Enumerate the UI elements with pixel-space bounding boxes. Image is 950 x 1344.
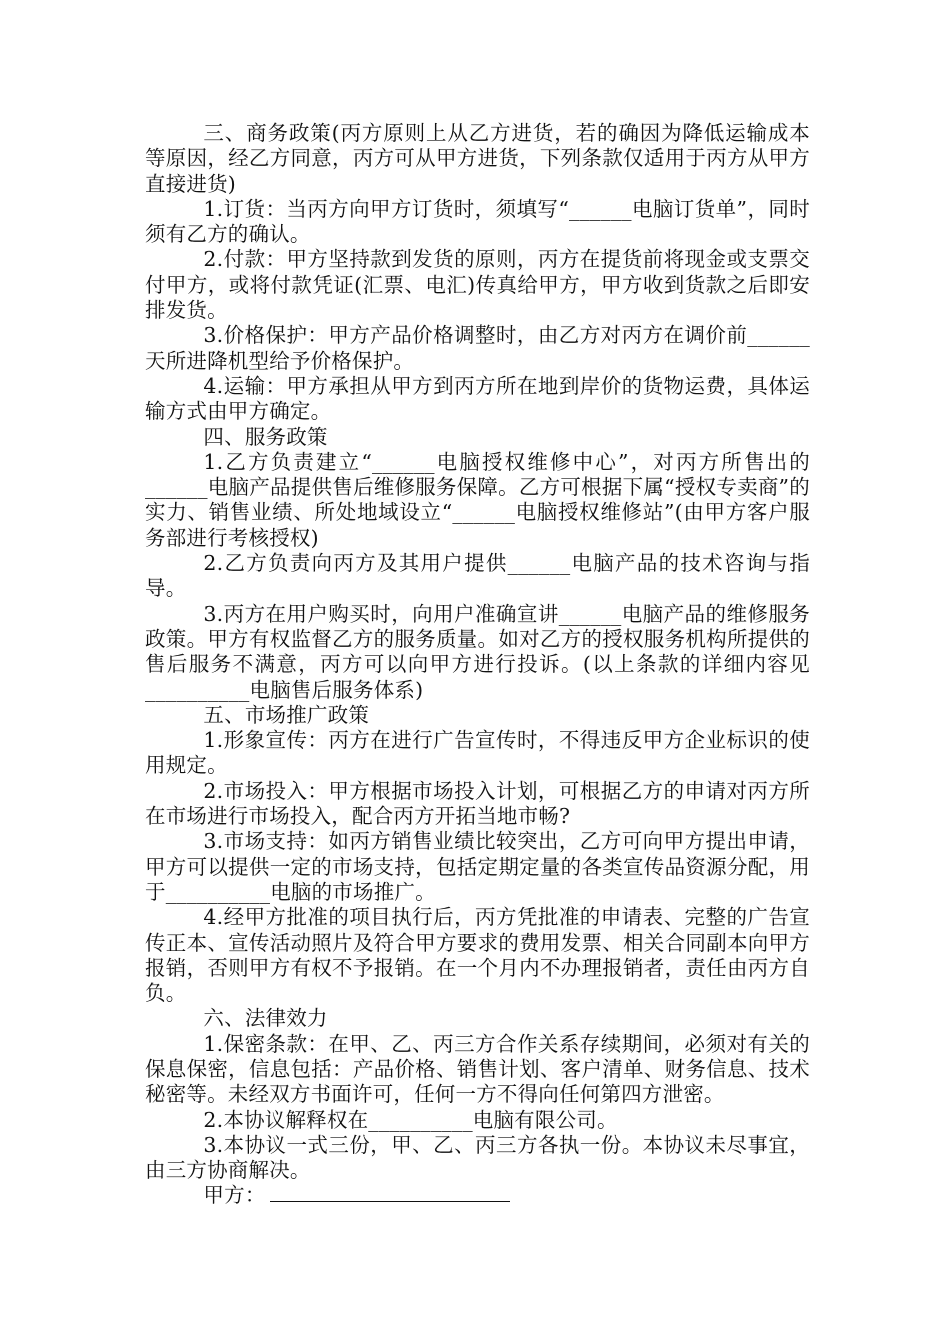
- clause-market-investment: 2.市场投入：甲方根据市场投入计划，可根据乙方的申请对丙方所在市场进行市场投入，配合丙方开拓当地市畅?: [145, 778, 810, 829]
- clause-price-protection: 3.价格保护：甲方产品价格调整时，由乙方对丙方在调价前______天所进降机型给予价格保护。: [145, 323, 810, 373]
- signature-row: [145, 1183, 810, 1208]
- clause-image-promotion: 1.形象宣传：丙方在进行广告宣传时，不得违反甲方企业标识的使用规定。: [145, 728, 810, 778]
- signature-line: [270, 1183, 510, 1202]
- signature-label-party-a: 甲方：: [203, 1183, 266, 1208]
- clause-market-support: 3.市场支持：如丙方销售业绩比较突出，乙方可向甲方提出申请，甲方可以提供一定的市场支持，包括定期定量的各类宣传品资源分配，用于__________电脑的市场推广。: [145, 829, 810, 904]
- clause-repair-center: 1.乙方负责建立“______电脑授权维修中心”，对丙方所售出的______电脑产品提供售后维修服务保障。乙方可根据下属“授权专卖商”的实力、销售业绩、所处地域设立“______电脑授权维修站”(由甲方客户服务部进行考核授权): [145, 449, 810, 550]
- clause-transport: 4.运输：甲方承担从甲方到丙方所在地到岸价的货物运费，具体运输方式由甲方确定。: [145, 373, 810, 424]
- clause-interpretation: 2.本协议解释权在__________电脑有限公司。: [203, 1107, 618, 1132]
- clause-ordering: 1.订货：当丙方向甲方订货时，须填写“______电脑订货单”，同时须有乙方的确认。: [145, 196, 810, 247]
- clause-reimbursement: 4.经甲方批准的项目执行后，丙方凭批准的申请表、完整的广告宣传正本、宣传活动照片及符合甲方要求的费用发票、相关合同副本向甲方报销，否则甲方有权不予报销。在一个月内不办理报销者，责任由丙方自负。: [145, 905, 810, 1006]
- section-heading-service-policy: 四、服务政策: [203, 424, 328, 449]
- section-heading-commercial-policy: 三、商务政策(丙方原则上从乙方进货，若的确因为降低运输成本等原因，经乙方同意，丙方可从甲方进货，下列条款仅适用于丙方从甲方直接进货): [145, 121, 810, 196]
- clause-copies: 3.本协议一式三份，甲、乙、丙三方各执一份。本协议未尽事宜，由三方协商解决。: [145, 1132, 810, 1183]
- section-heading-marketing-policy: 五、市场推广政策: [203, 702, 370, 727]
- clause-service-explanation: 3.丙方在用户购买时，向用户准确宣讲______电脑产品的维修服务政策。甲方有权监督乙方的服务质量。如对乙方的授权服务机构所提供的售后服务不满意，丙方可以向甲方进行投诉。(以上条款的详细内容见__________电脑售后服务体系): [145, 601, 810, 702]
- section-heading-legal-effect: 六、法律效力: [203, 1006, 328, 1031]
- clause-tech-support: 2.乙方负责向丙方及其用户提供______电脑产品的技术咨询与指导。: [145, 551, 810, 601]
- clause-confidentiality: 1.保密条款：在甲、乙、丙三方合作关系存续期间，必须对有关的保息保密，信息包括：产品价格、销售计划、客户清单、财务信息、技术秘密等。未经双方书面许可，任何一方不得向任何第四方泄密。: [145, 1031, 810, 1107]
- document-body: [145, 121, 810, 1209]
- clause-payment: 2.付款：甲方坚持款到发货的原则，丙方在提货前将现金或支票交付甲方，或将付款凭证(汇票、电汇)传真给甲方，甲方收到货款之后即安排发货。: [145, 247, 810, 323]
